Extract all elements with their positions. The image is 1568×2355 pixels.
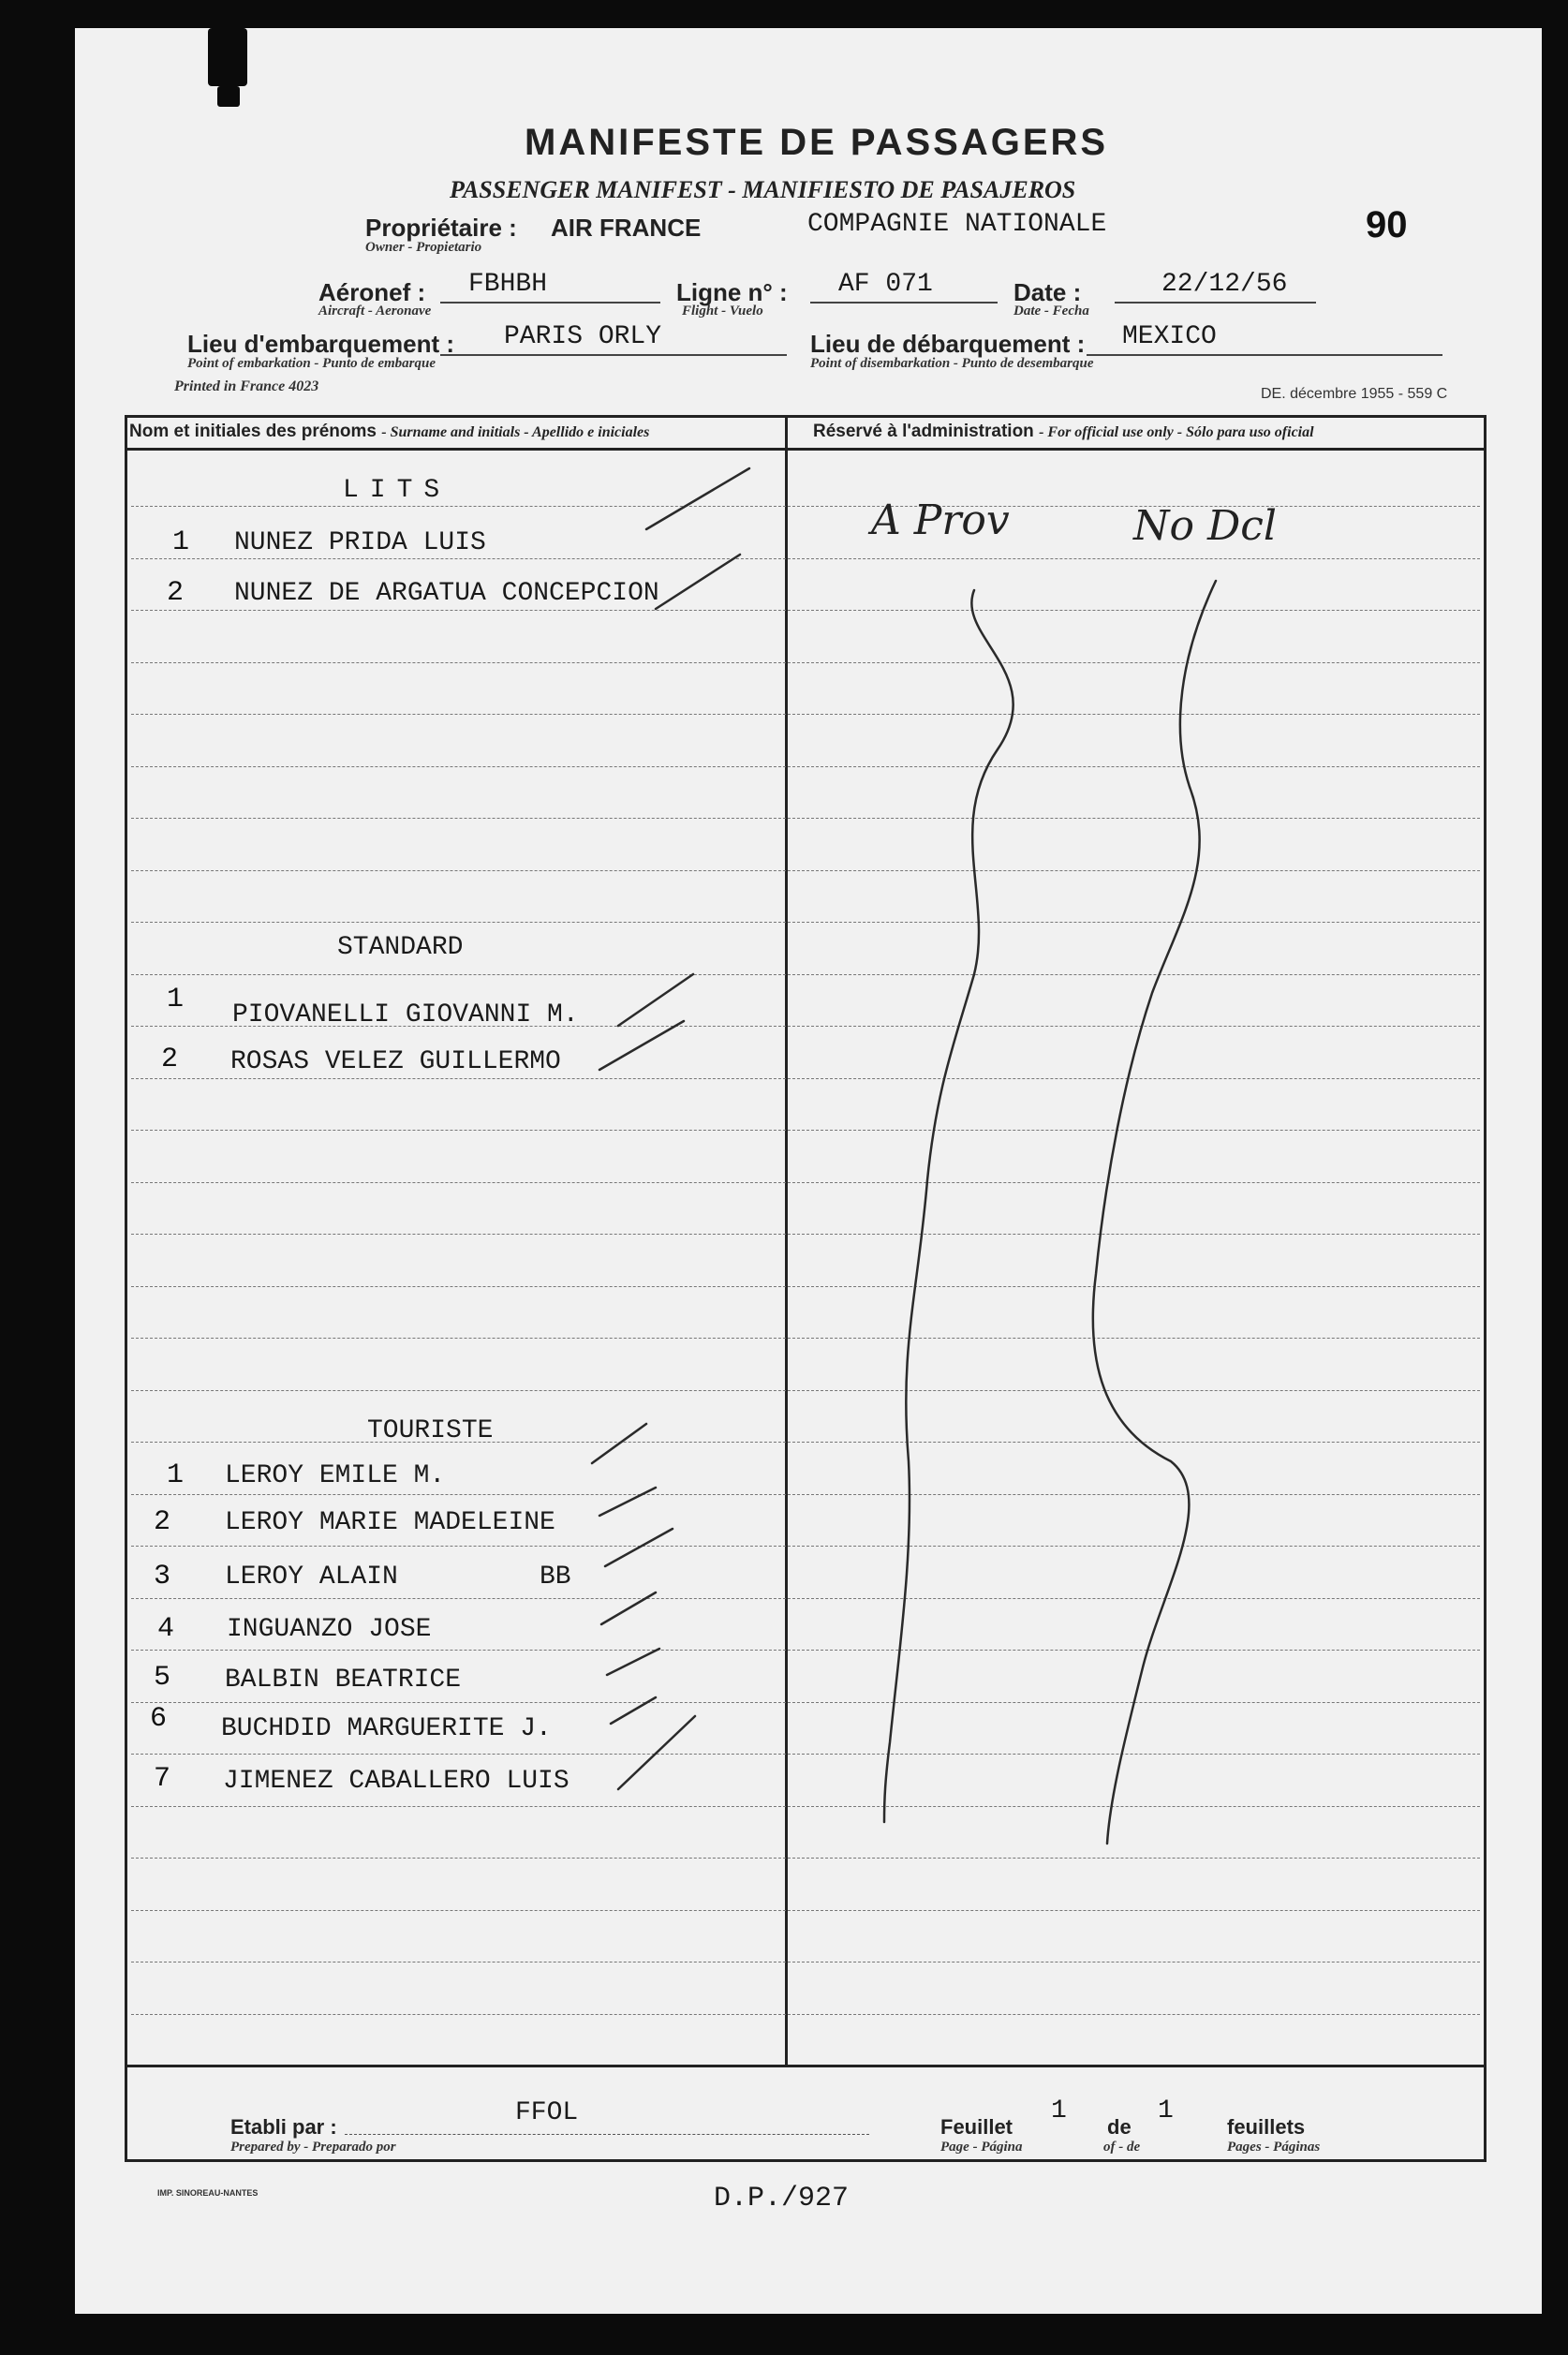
sheets-label: feuillets — [1227, 2115, 1306, 2139]
column-header-names-sub: - Surname and initials - Apellido e iniciales — [381, 424, 650, 440]
ruled-line — [131, 1390, 1480, 1391]
ruled-line — [131, 1910, 1480, 1911]
column-header-official — [813, 422, 1314, 442]
footer-divider — [125, 2065, 1487, 2067]
ruled-line — [131, 1078, 1480, 1079]
column-header-official-sub: - For official use only - Sólo para uso oficial — [1039, 424, 1314, 440]
disembarkation-sublabel: Point of disembarkation - Punto de desembarque — [810, 356, 1094, 371]
ruled-line — [131, 1858, 1480, 1859]
ruled-line — [131, 1442, 1480, 1443]
passenger-name: BUCHDID MARGUERITE J. — [221, 1714, 552, 1743]
embarkation-label: Lieu d'embarquement : — [187, 330, 454, 358]
passenger-note: BB — [540, 1563, 571, 1592]
ruled-line — [131, 1494, 1480, 1495]
prepared-by-value: FFOL — [515, 2098, 579, 2127]
passenger-number: 2 — [167, 577, 185, 609]
section-heading-touriste: TOURISTE — [367, 1416, 494, 1445]
section-heading-standard: STANDARD — [337, 933, 464, 962]
passenger-number: 6 — [150, 1703, 168, 1735]
passenger-number: 7 — [154, 1763, 171, 1795]
sheet-number: 90 — [1366, 204, 1408, 245]
owner-sublabel: Owner - Propietario — [365, 240, 482, 255]
of-label: de — [1107, 2115, 1132, 2139]
page-title: MANIFESTE DE PASSAGERS — [525, 122, 1109, 163]
ruled-line — [131, 1546, 1480, 1547]
binding-mark — [208, 28, 247, 86]
owner-typed-value: COMPAGNIE NATIONALE — [807, 210, 1107, 239]
ruled-line — [131, 506, 1480, 507]
passenger-name: NUNEZ DE ARGATUA CONCEPCION — [234, 579, 659, 608]
ruled-line — [131, 974, 1480, 975]
disembarkation-underline — [1087, 354, 1442, 356]
binding-mark — [217, 86, 240, 107]
ruled-line — [131, 1598, 1480, 1599]
passenger-name: ROSAS VELEZ GUILLERMO — [230, 1047, 561, 1076]
flight-sublabel: Flight - Vuelo — [682, 304, 763, 318]
owner-label: Propriétaire : — [365, 214, 517, 242]
prepared-by-label: Etabli par : — [230, 2115, 337, 2139]
column-header-divider — [125, 448, 1487, 451]
ruled-line — [131, 1806, 1480, 1807]
passenger-name: BALBIN BEATRICE — [225, 1666, 462, 1695]
passenger-name: LEROY ALAIN — [225, 1563, 398, 1592]
prepared-by-sublabel: Prepared by - Preparado por — [230, 2140, 396, 2155]
page-subtitle: PASSENGER MANIFEST - MANIFIESTO DE PASAJEROS — [450, 176, 1076, 203]
ruled-line — [131, 1130, 1480, 1131]
prepared-by-underline — [345, 2134, 869, 2135]
ruled-line — [131, 766, 1480, 767]
passenger-number: 2 — [161, 1044, 179, 1075]
pages-sublabel: Pages - Páginas — [1227, 2140, 1321, 2155]
sheet-value: 1 — [1051, 2096, 1067, 2125]
passenger-number: 1 — [172, 526, 190, 558]
disembarkation-value: MEXICO — [1122, 322, 1217, 351]
date-sublabel: Date - Fecha — [1013, 304, 1089, 318]
ruled-line — [131, 1702, 1480, 1703]
official-handwriting-left: A Prov — [871, 496, 1010, 544]
passenger-name: PIOVANELLI GIOVANNI M. — [232, 1000, 579, 1029]
embarkation-underline — [440, 354, 787, 356]
of-sublabel: of - de — [1103, 2140, 1141, 2155]
passenger-name: JIMENEZ CABALLERO LUIS — [223, 1767, 570, 1796]
printer-credit: IMP. SINOREAU-NANTES — [157, 2188, 259, 2198]
date-value: 22/12/56 — [1161, 270, 1288, 299]
passenger-number: 5 — [154, 1662, 171, 1694]
ruled-line — [131, 2014, 1480, 2015]
ruled-line — [131, 818, 1480, 819]
column-header-names-main: Nom et initiales des prénoms — [129, 422, 377, 441]
passenger-name: NUNEZ PRIDA LUIS — [234, 528, 486, 557]
date-label: Date : — [1013, 278, 1082, 306]
embarkation-sublabel: Point of embarkation - Punto de embarque — [187, 356, 436, 371]
official-handwriting-right: No Dcl — [1133, 502, 1277, 550]
aircraft-value: FBHBH — [468, 270, 548, 299]
ruled-line — [131, 714, 1480, 715]
aircraft-underline — [440, 302, 660, 304]
passenger-number: 1 — [167, 1459, 185, 1491]
ruled-line — [131, 1286, 1480, 1287]
page-sublabel: Page - Página — [940, 2140, 1023, 2155]
column-header-official-main: Réservé à l'administration — [813, 422, 1034, 441]
aircraft-sublabel: Aircraft - Aeronave — [318, 304, 432, 318]
flight-value: AF 071 — [838, 270, 933, 299]
form-code: DE. décembre 1955 - 559 C — [1261, 386, 1448, 402]
passenger-number: 3 — [154, 1561, 171, 1592]
manifest-table — [125, 415, 1487, 2162]
ruled-line — [131, 610, 1480, 611]
disembarkation-label: Lieu de débarquement : — [810, 330, 1086, 358]
passenger-name: LEROY EMILE M. — [225, 1461, 446, 1490]
of-value: 1 — [1158, 2096, 1174, 2125]
ruled-line — [131, 1754, 1480, 1755]
date-underline — [1115, 302, 1316, 304]
printed-note: Printed in France 4023 — [174, 378, 319, 394]
ruled-line — [131, 1234, 1480, 1235]
section-heading-lits: LITS — [343, 476, 451, 505]
embarkation-value: PARIS ORLY — [504, 322, 662, 351]
dp-reference: D.P./927 — [714, 2183, 850, 2214]
passenger-number: 4 — [157, 1613, 175, 1645]
passenger-number: 2 — [154, 1506, 171, 1538]
ruled-line — [131, 662, 1480, 663]
ruled-line — [131, 922, 1480, 923]
ruled-line — [131, 1650, 1480, 1651]
ruled-line — [131, 558, 1480, 559]
passenger-number: 1 — [167, 984, 185, 1015]
passenger-name: INGUANZO JOSE — [227, 1615, 432, 1644]
ruled-line — [131, 1338, 1480, 1339]
passenger-name: LEROY MARIE MADELEINE — [225, 1508, 555, 1537]
ruled-line — [131, 1182, 1480, 1183]
flight-label: Ligne n° : — [676, 278, 788, 306]
aircraft-label: Aéronef : — [318, 278, 426, 306]
sheet-label: Feuillet — [940, 2115, 1013, 2139]
flight-underline — [810, 302, 998, 304]
column-header-names — [129, 422, 649, 442]
owner-printed-value: AIR FRANCE — [551, 214, 702, 242]
ruled-line — [131, 870, 1480, 871]
